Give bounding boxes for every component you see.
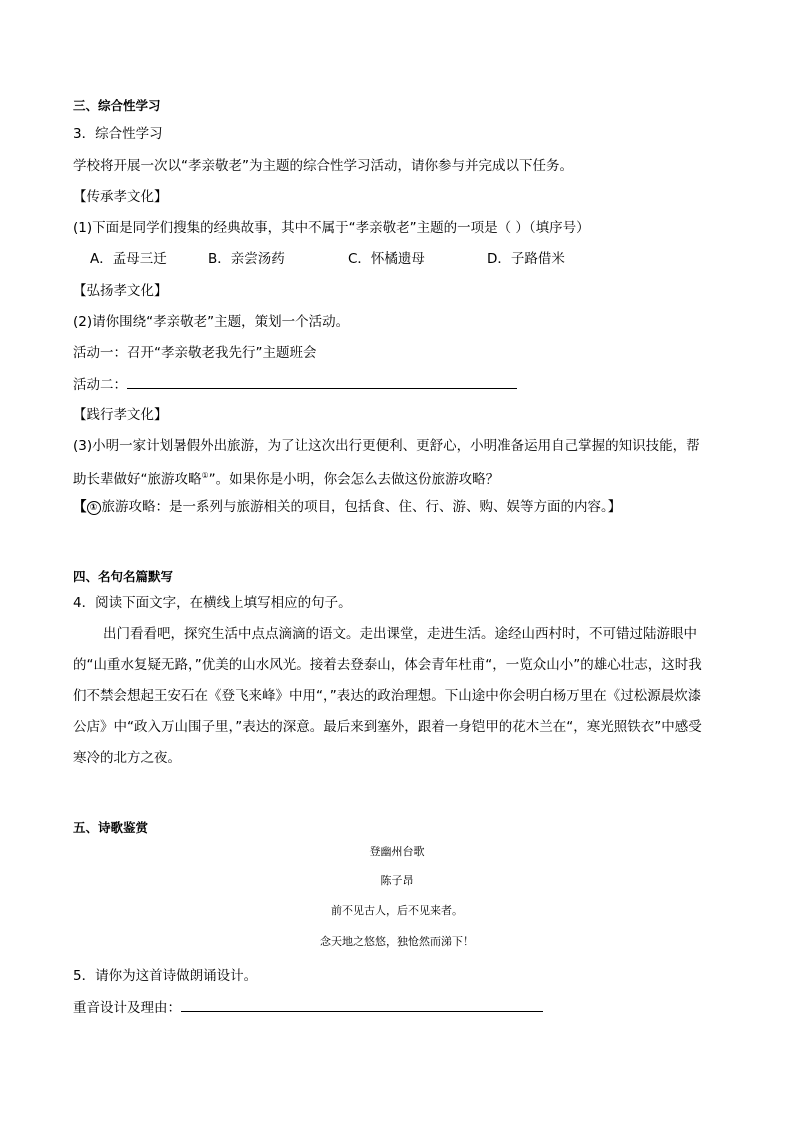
answer-line[interactable] [181,998,543,1012]
question-3-title: 3．综合性学习 [73,126,163,142]
footnote-open: 【 [73,499,87,515]
part2-heading: 【弘扬孝文化】 [73,283,168,299]
footnote-ref: ① [201,471,209,480]
poem-line-2: 念天地之悠悠，独怆然而涕下！ [320,935,474,948]
part3-question-line-1: (3)小明一家计划暑假外出旅游，为了让这次出行更便利、更舒心，小明准备运用自己掌握的知识技能，帮 [73,438,700,454]
passage-line-2: 的“山重水复疑无路，”优美的山水风光。接着去登泰山，体会青年杜甫“，一览众山小”的雄心壮志，这时我 [73,657,702,673]
activity-1: 活动一：召开“孝亲敬老我先行”主题班会 [73,345,317,361]
section-5-heading: 五、诗歌鉴赏 [73,820,149,835]
option-a: A．孟母三迁 [90,251,167,267]
poem-title: 登幽州台歌 [369,845,425,858]
answer-row [73,998,543,1017]
question-3-intro: 学校将开展一次以“孝亲敬老”为主题的综合性学习活动，请你参与并完成以下任务。 [73,158,573,174]
part1-question: (1)下面是同学们搜集的经典故事，其中不属于“孝亲敬老”主题的一项是（ ）（填序号） [73,220,590,236]
passage-line-3: 们不禁会想起王安石在《登飞来峰》中用“，”表达的政治理想。下山途中你会明白杨万里在《过松源晨炊漆 [73,688,702,704]
section-3-heading: 三、综合性学习 [73,98,161,113]
answer-label: 重音设计及理由： [73,1000,181,1016]
question-5-title: 5．请你为这首诗做朗诵设计。 [73,968,258,984]
activity-2-answer-line[interactable] [127,375,517,389]
section-4-heading: 四、名句名篇默写 [73,569,174,584]
part2-question: (2)请你围绕“孝亲敬老”主题，策划一个活动。 [73,314,350,330]
question-4-title: 4．阅读下面文字，在横线上填写相应的句子。 [73,595,352,611]
option-b: B．亲尝汤药 [208,251,285,267]
poem-author: 陈子昂 [380,874,414,887]
option-c: C．怀橘遗母 [348,251,425,267]
passage-line-1: 出门看看吧，探究生活中点点滴滴的语文。走出课堂，走进生活。途经山西村时，不可错过陆游眼中 [103,626,697,642]
footnote-text: 旅游攻略：是一系列与旅游相关的项目，包括食、住、行、游、购、娱等方面的内容。】 [101,499,622,515]
part3-heading: 【践行孝文化】 [73,407,168,423]
part3-question-text-a: 助长辈做好“旅游攻略 [73,471,202,488]
option-d: D．子路借米 [487,251,565,267]
footnote-mark: ① [87,501,101,515]
passage-line-4: 公店》中“政入万山围子里，”表达的深意。最后来到塞外，跟着一身铠甲的花木兰在“，寒光照铁衣”中感受 [73,719,702,735]
passage-line-5: 寒冷的北方之夜。 [73,750,181,766]
footnote [73,498,621,516]
part1-heading: 【传承孝文化】 [73,189,168,205]
part3-question-text-b: ”。如果你是小明，你会怎么去做这份旅游攻略？ [208,471,500,488]
activity-2-row [73,375,517,394]
activity-2-label: 活动二： [73,377,127,393]
poem-line-1: 前不见古人，后不见来者。 [331,904,463,917]
part3-question-line-2 [73,467,499,489]
